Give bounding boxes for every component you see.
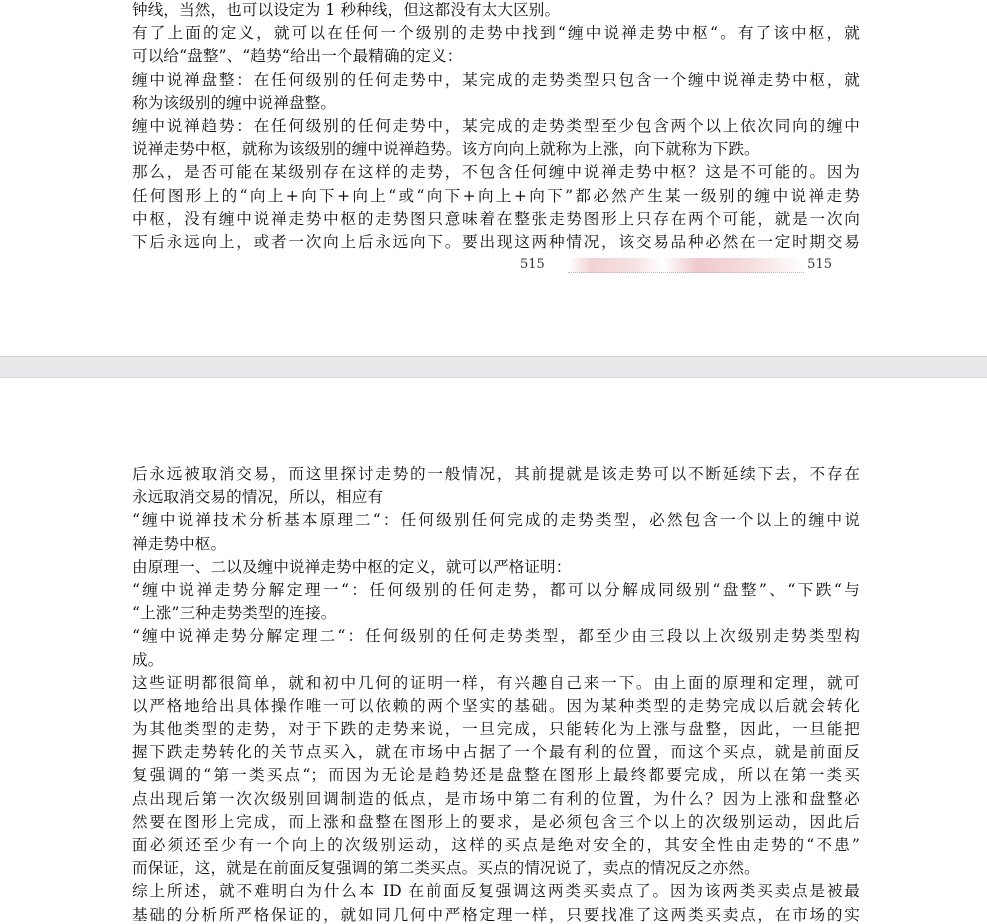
page-1-body-text <box>132 0 860 254</box>
text-line: 禅走势中枢。 <box>132 534 227 553</box>
text-line: “缠中说禅技术分析基本原理二“：任何级别任何完成的走势类型，必然包含一个以上的缠中说 <box>132 511 860 530</box>
page-number-right: 515 <box>807 257 832 272</box>
text-line: 为其他类型的走势，对于下跌的走势来说，一旦完成，只能转化为上涨与盘整，因此，一旦能把 <box>132 720 860 739</box>
text-line: 有了上面的定义，就可以在任何一个级别的走势中找到“缠中说禅走势中枢“。有了该中枢，就 <box>132 24 860 43</box>
page-separator <box>0 356 987 378</box>
text-line: 称为该级别的缠中说禅盘整。 <box>132 93 337 112</box>
redacted-footer-text <box>568 258 804 273</box>
text-line: 中枢，没有缠中说禅走势中枢的走势图只意味着在整张走势图形上只存在两个可能，就是一次向 <box>132 209 860 228</box>
text-line: 然要在图形上完成，而上涨和盘整在图形上的要求，是必须包含三个以上的次级别运动，因此后 <box>132 812 860 831</box>
text-line: 缠中说禅趋势：在任何级别的任何走势中，某完成的走势类型至少包含两个以上依次同向的缠中 <box>132 116 860 135</box>
text-line: 而保证，这，就是在前面反复强调的第二类买点。买点的情况说了，卖点的情况反之亦然。 <box>132 859 760 878</box>
text-line: 综上所述，就不难明白为什么本 ID 在前面反复强调这两类买卖点了。因为该两类买卖点是被最 <box>132 882 860 901</box>
text-line: 以严格地给出具体操作唯一可以依赖的两个坚实的基础。因为某种类型的走势完成以后就会转化 <box>132 696 860 715</box>
document-page-2 <box>0 378 987 924</box>
text-line: 钟线，当然，也可以设定为 1 秒种线，但这都没有太大区别。 <box>132 1 561 19</box>
text-line: “上涨”三种走势类型的连接。 <box>132 604 337 623</box>
text-line: 说禅走势中枢，就称为该级别的缠中说禅趋势。该方向向上就称为上涨，向下就称为下跌。 <box>132 140 760 159</box>
text-line: 握下跌走势转化的关节点买入，就在市场中占据了一个最有利的位置，而这个买点，就是前面反 <box>132 743 860 762</box>
page-footer <box>520 257 832 273</box>
text-line: “缠中说禅走势分解定理二“：任何级别的任何走势类型，都至少由三段以上次级别走势类型构 <box>132 627 860 646</box>
text-line: 那么，是否可能在某级别存在这样的走势，不包含任何缠中说禅走势中枢？这是不可能的。因为 <box>132 163 860 182</box>
text-line: 可以给“盘整”、“趋势“给出一个最精确的定义： <box>132 47 463 66</box>
text-line: 成。 <box>132 650 164 669</box>
text-line: 任何图形上的“向上+向下+向上“或“向下+向上+向下”都必然产生某一级别的缠中说禅走势 <box>132 186 860 205</box>
text-line: 由原理一、二以及缠中说禅走势中枢的定义，就可以严格证明： <box>132 557 572 576</box>
text-line: “缠中说禅走势分解定理一“：任何级别的任何走势，都可以分解成同级别“盘整”、“下跌“与 <box>132 580 860 599</box>
text-line: 下后永远向上，或者一次向上后永远向下。要出现这两种情况，该交易品种必然在一定时期交易 <box>132 232 860 251</box>
text-line: 永远取消交易的情况，所以，相应有 <box>132 488 384 507</box>
text-line: 点出现后第一次次级别回调制造的低点，是市场中第二有利的位置，为什么？因为上涨和盘整必 <box>132 789 860 808</box>
text-line: 缠中说禅盘整：在任何级别的任何走势中，某完成的走势类型只包含一个缠中说禅走势中枢，就 <box>132 70 860 89</box>
text-line: 复强调的“第一类买点“；而因为无论是趋势还是盘整在图形上最终都要完成，所以在第一类买 <box>132 766 860 785</box>
document-page-1 <box>0 0 987 356</box>
text-line: 后永远被取消交易，而这里探讨走势的一般情况，其前提就是该走势可以不断延续下去，不存在 <box>132 465 860 483</box>
text-line: 基础的分析所严格保证的，就如同几何中严格定理一样，只要找准了这两类买卖点，在市场的实 <box>132 905 860 924</box>
page-number-left: 515 <box>520 257 545 272</box>
text-line: 这些证明都很简单，就和初中几何的证明一样，有兴趣自己来一下。由上面的原理和定理，就可 <box>132 673 860 692</box>
text-line: 面必须还至少有一个向上的次级别运动，这样的买点是绝对安全的，其安全性由走势的“不患” <box>132 836 860 854</box>
page-2-body-text <box>132 463 860 924</box>
